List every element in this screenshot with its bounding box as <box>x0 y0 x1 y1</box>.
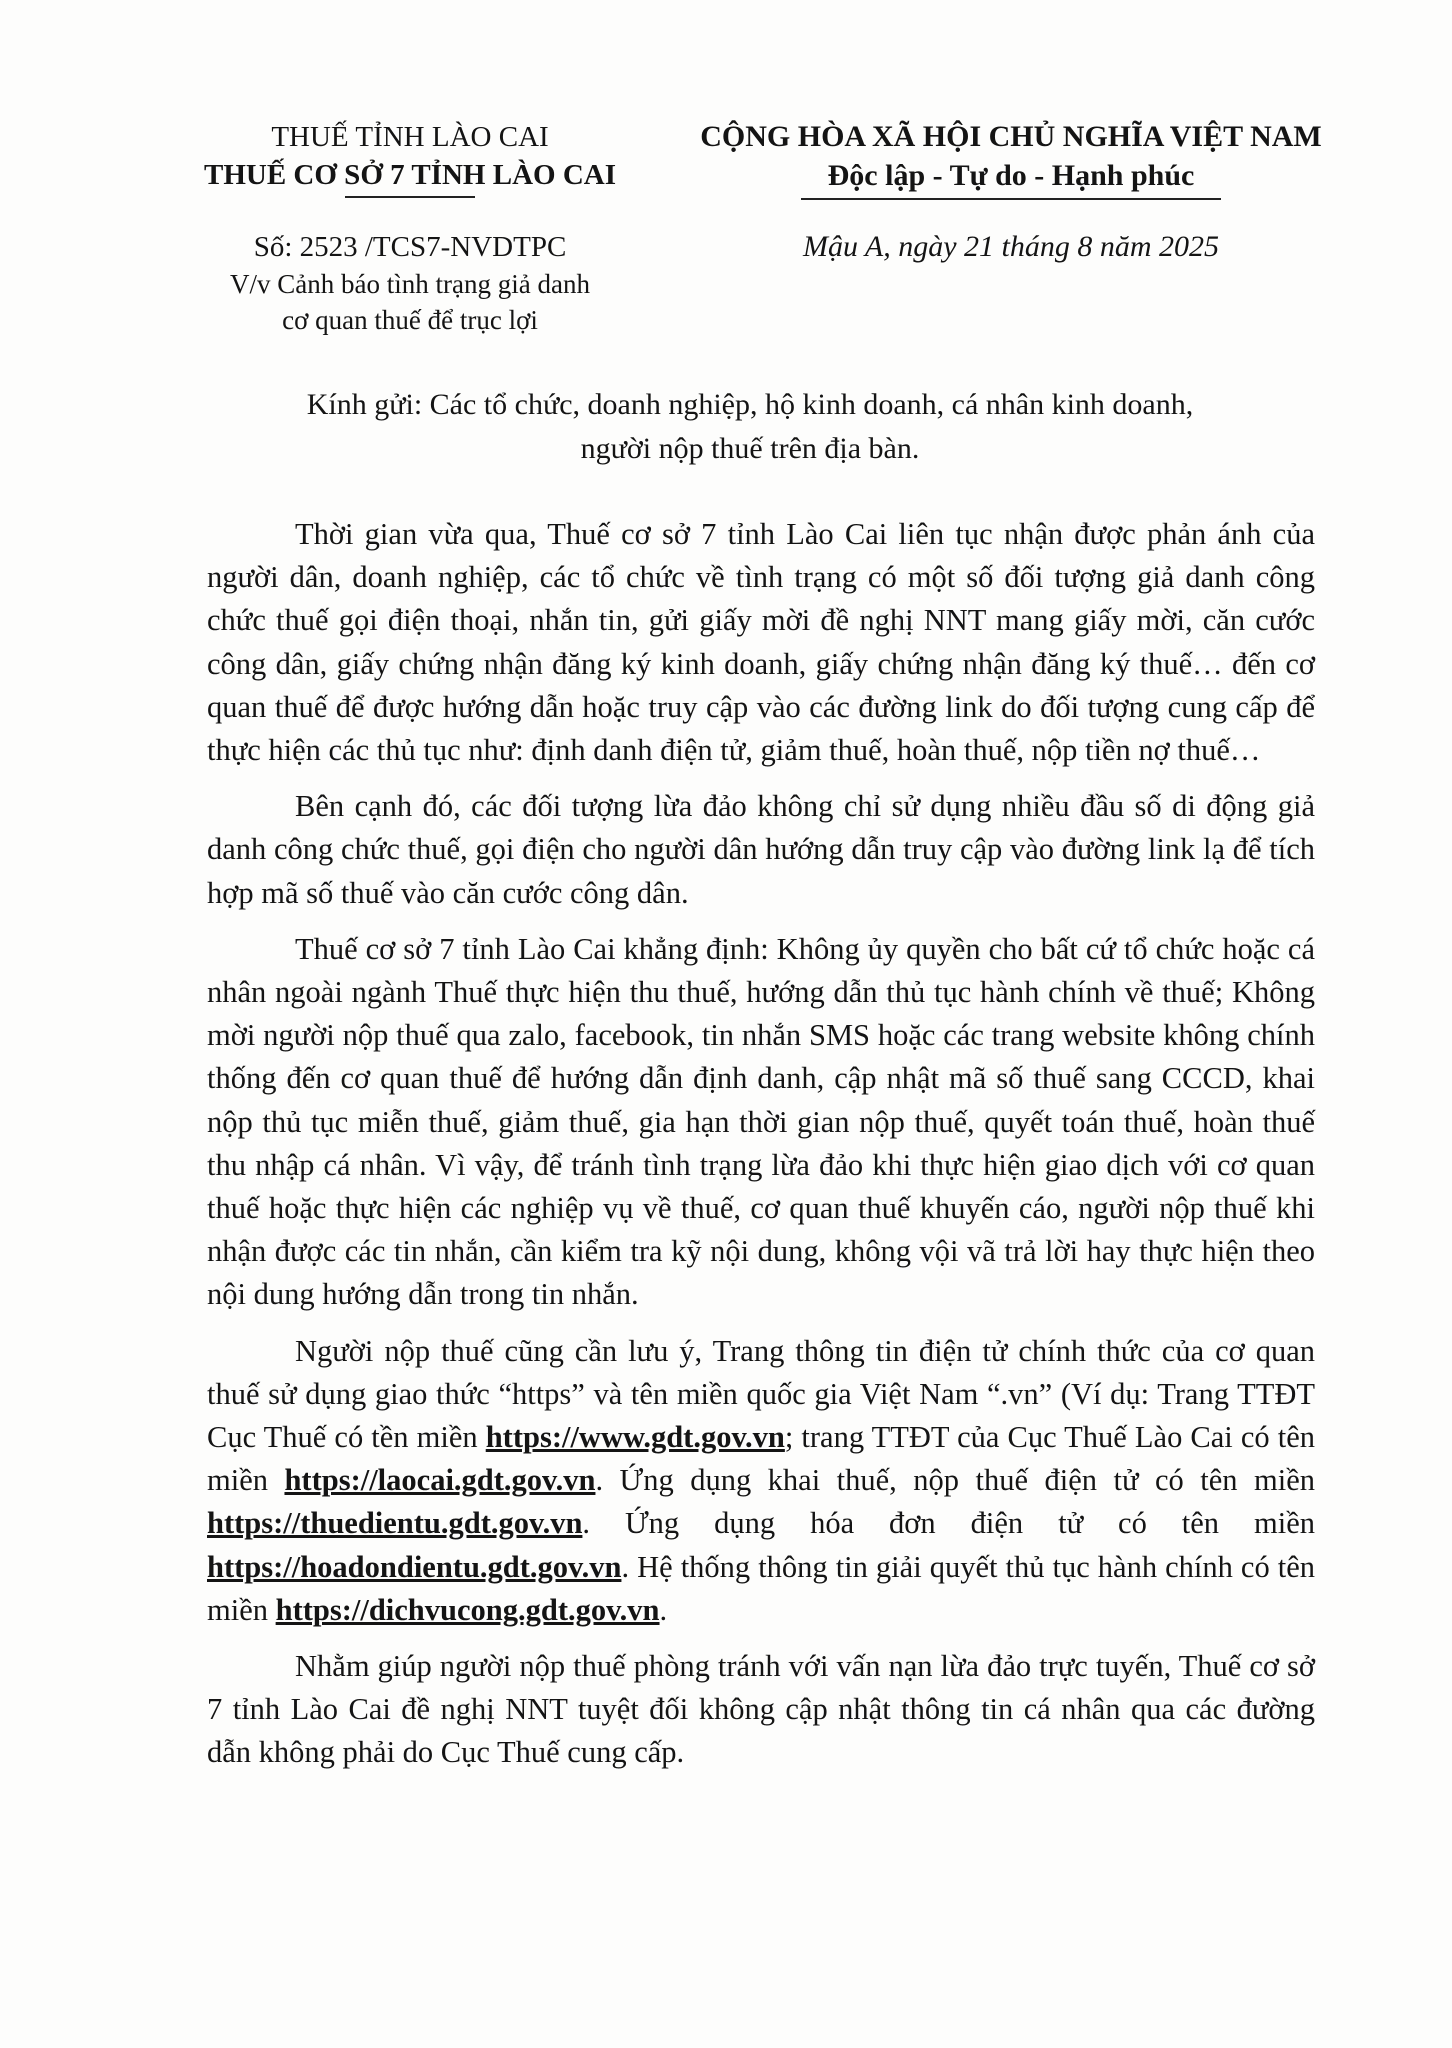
paragraph-4-text-1: Người nộp thuế cũng cần lưu ý, Trang thông tin điện tử chính thức của cơ quan thuế sử dụng giao thức “https” và tên miền quốc gia Việt Nam “.vn” (Ví dụ: Trang TTĐT Cục Thuế có tền miền <box>207 1333 1315 1455</box>
hoadondientu-link[interactable]: https://hoadondientu.gdt.gov.vn <box>207 1549 622 1584</box>
body-paragraph-1: Thời gian vừa qua, Thuế cơ sở 7 tỉnh Lào Cai liên tục nhận được phản ánh của người dân, doanh nghiệp, các tổ chức về tình trạng có một số đối tượng giả danh công chức thuế gọi điện thoại, nhắn tin, gửi giấy mời đề nghị NNT mang giấy mời, căn cước công dân, giấy chứng nhận đăng ký kinh doanh, giấy chứng nhận đăng ký thuế… đến cơ quan thuế để được hướng dẫn hoặc truy cập vào các đường link do đối tượng cung cấp để thực hiện các thủ tục như: định danh điện tử, giảm thuế, hoàn thuế, nộp tiền nợ thuế… <box>207 517 1315 768</box>
document-body <box>207 513 1315 1788</box>
body-paragraph-2: Bên cạnh đó, các đối tượng lừa đảo không chỉ sử dụng nhiều đầu số di động giả danh công chức thuế, gọi điện cho người dân hướng dẫn truy cập vào đường link lạ để tích hợp mã số thuế vào căn cước công dân. <box>207 789 1315 910</box>
agency-underline-divider <box>345 196 475 198</box>
body-paragraph-5: Nhằm giúp người nộp thuế phòng tránh với vấn nạn lừa đảo trực tuyến, Thuế cơ sở 7 tỉnh Lào Cai đề nghị NNT tuyệt đối không cập nhật thông tin cá nhân qua các đường dẫn không phải do Cục Thuế cung cấp. <box>207 1649 1315 1770</box>
paragraph-4-text-3: . Ứng dụng khai thuế, nộp thuế điện tử có tên miền <box>595 1463 1315 1498</box>
paragraph-4-text-2: ; trang TTĐT của Cục Thuế Lào Cai có tên miền <box>207 1420 1315 1498</box>
document-subject-line-2: cơ quan thuế để trục lợi <box>282 305 538 335</box>
body-paragraph-3: Thuế cơ sở 7 tỉnh Lào Cai khẳng định: Không ủy quyền cho bất cứ tổ chức hoặc cá nhân ngoài ngành Thuế thực hiện thu thuế, hướng dẫn thủ tục hành chính về thuế; Không mời người nộp thuế qua zalo, facebook, tin nhắn SMS hoặc các trang website không chính thống đến cơ quan thuế để hướng dẫn định danh, cập nhật mã số thuế sang CCCD, khai nộp thủ tục miễn thuế, giảm thuế, gia hạn thời gian nộp thuế, quyết toán thuế, hoàn thuế thu nhập cá nhân. Vì vậy, để tránh tình trạng lừa đảo khi thực hiện giao dịch với cơ quan thuế hoặc thực hiện các nghiệp vụ về thuế, cơ quan thuế khuyến cáo, người nộp thuế khi nhận được các tin nhắn, cần kiểm tra kỹ nội dung, không vội vã trả lời hay thực hiện theo nội dung hướng dẫn trong tin nhắn. <box>207 931 1315 1312</box>
paragraph-4-text-4: . Ứng dụng hóa đơn điện tử có tên miền <box>582 1506 1315 1541</box>
paragraph-4-text-6: . <box>659 1592 668 1627</box>
national-motto: Độc lập - Tự do - Hạnh phúc <box>827 159 1195 192</box>
paragraph-4-text-5: . Hệ thống thông tin giải quyết thủ tục hành chính có tên miền <box>207 1549 1315 1627</box>
national-title-block <box>666 118 1356 266</box>
motto-underline-divider <box>801 198 1221 200</box>
recipient-block <box>180 383 1320 471</box>
nation-title: CỘNG HÒA XÃ HỘI CHỦ NGHĨA VIỆT NAM <box>700 120 1322 153</box>
agency-name-wrap <box>150 156 670 194</box>
recipient-line-2: người nộp thuế trên địa bàn. <box>580 432 920 465</box>
motto-wrap <box>666 156 1356 196</box>
place-date-line: Mậu A, ngày 21 tháng 8 năm 2025 <box>802 230 1220 263</box>
recipient-line-1: Kính gửi: Các tổ chức, doanh nghiệp, hộ kinh doanh, cá nhân kinh doanh, <box>306 388 1194 421</box>
parent-agency: THUẾ TỈNH LÀO CAI <box>271 121 549 153</box>
gdt-website-link[interactable]: https://www.gdt.gov.vn <box>485 1420 785 1455</box>
document-header <box>0 118 1452 348</box>
laocai-website-link[interactable]: https://laocai.gdt.gov.vn <box>284 1463 596 1498</box>
agency-name: THUẾ CƠ SỞ 7 TỈNH LÀO CAI <box>204 159 616 191</box>
document-subject-line-1: V/v Cảnh báo tình trạng giả danh <box>230 269 590 299</box>
body-paragraph-4 <box>207 1330 1315 1632</box>
dichvucong-link[interactable]: https://dichvucong.gdt.gov.vn <box>275 1592 660 1627</box>
document-number: Số: 2523 /TCS7-NVDTPC <box>253 231 567 263</box>
issuing-agency-block <box>150 118 670 338</box>
thuedientu-link[interactable]: https://thuedientu.gdt.gov.vn <box>207 1506 583 1541</box>
